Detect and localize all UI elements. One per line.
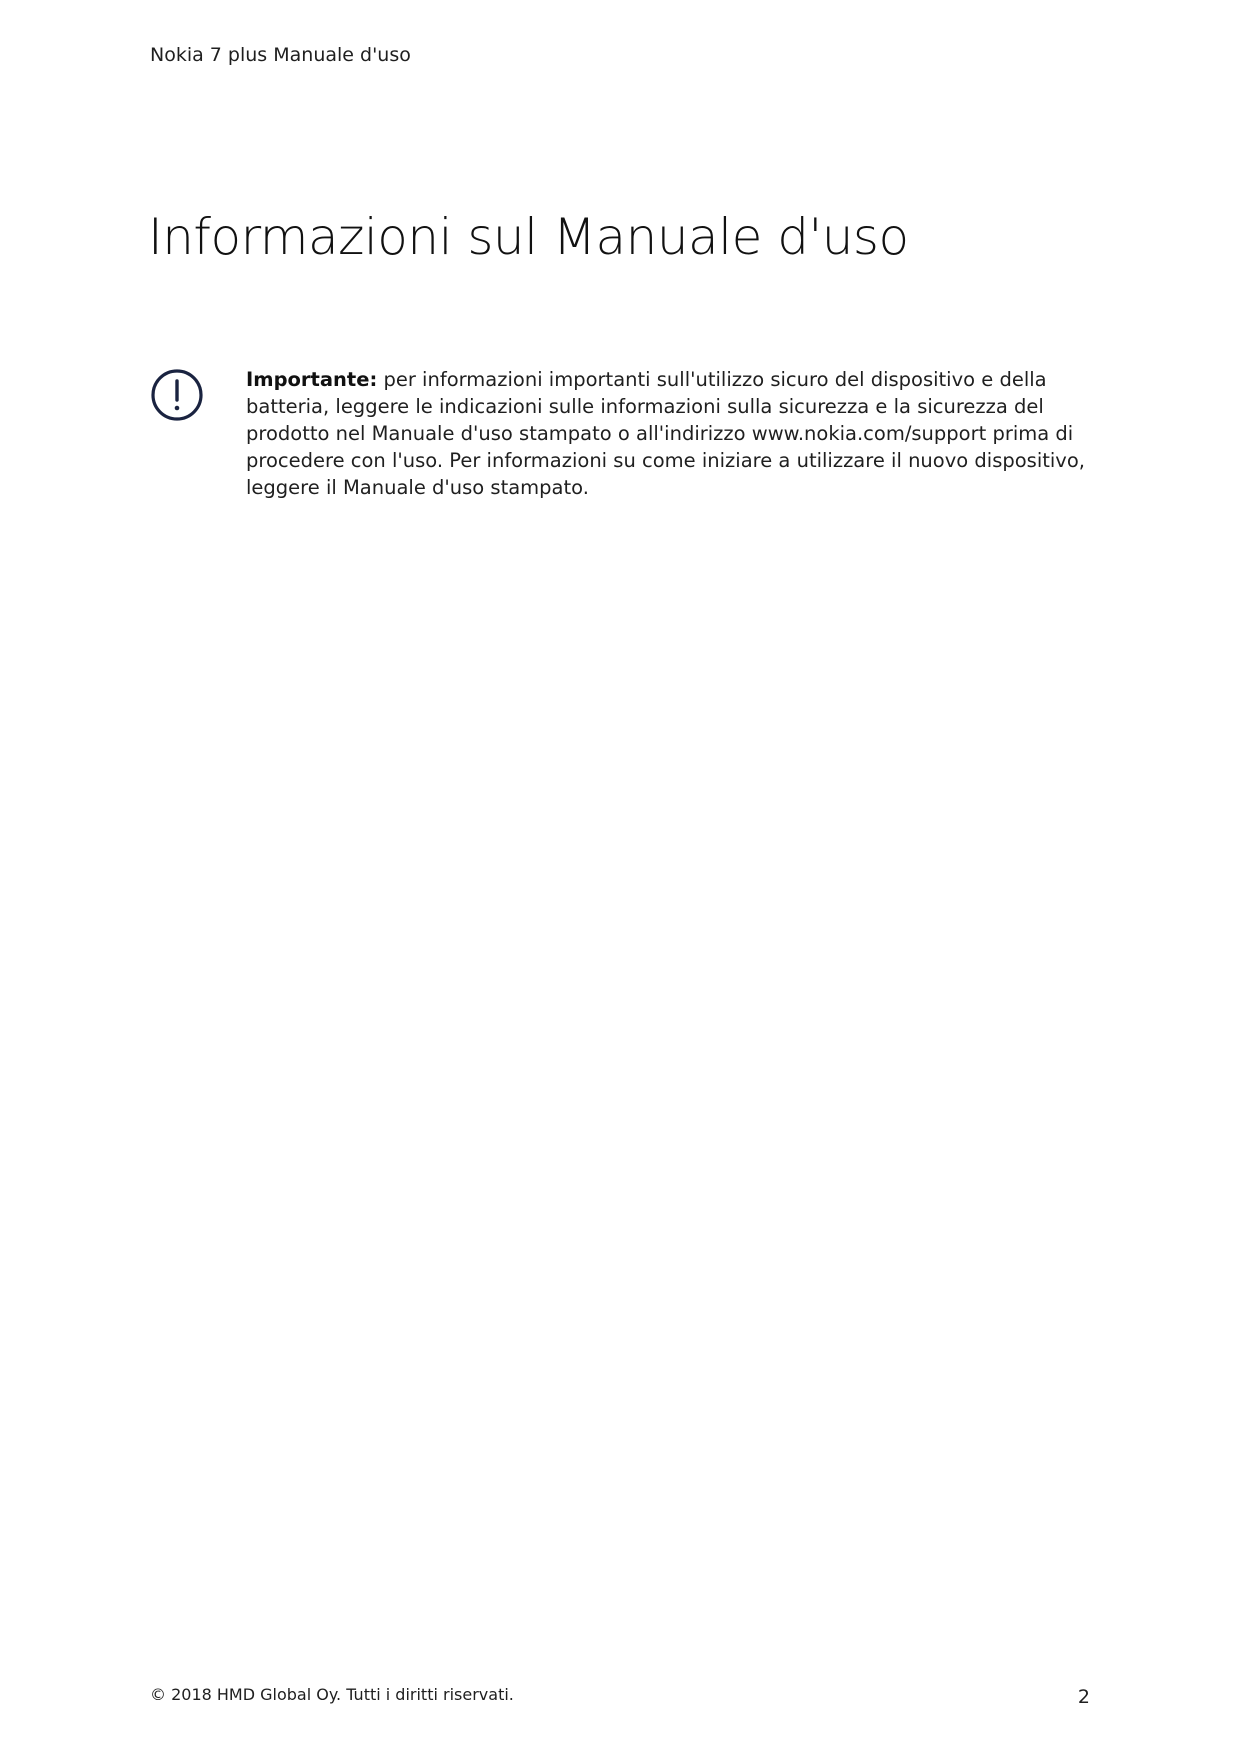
notice-body: per informazioni importanti sull'utilizzo sicuro del dispositivo e della batteria, leggere le indicazioni sulle informazioni sulla sicurezza e la sicurezza del prodotto nel Manuale d'uso stampato o all'indirizzo www.nokia.com/support prima di procedere con l'uso. Per informazioni su come iniziare a utilizzare il nuovo dispositivo, leggere il Manuale d'uso stampato. (246, 368, 1085, 499)
page-title: Informazioni sul Manuale d'uso (148, 208, 909, 266)
exclamation-circle-icon (150, 368, 204, 422)
running-header: Nokia 7 plus Manuale d'uso (150, 44, 411, 66)
page-number: 2 (1077, 1686, 1090, 1708)
footer-copyright: © 2018 HMD Global Oy. Tutti i diritti riservati. (150, 1685, 514, 1704)
notice-text (246, 366, 1090, 501)
notice-lead: Importante: (246, 368, 378, 391)
important-notice (150, 366, 1090, 501)
